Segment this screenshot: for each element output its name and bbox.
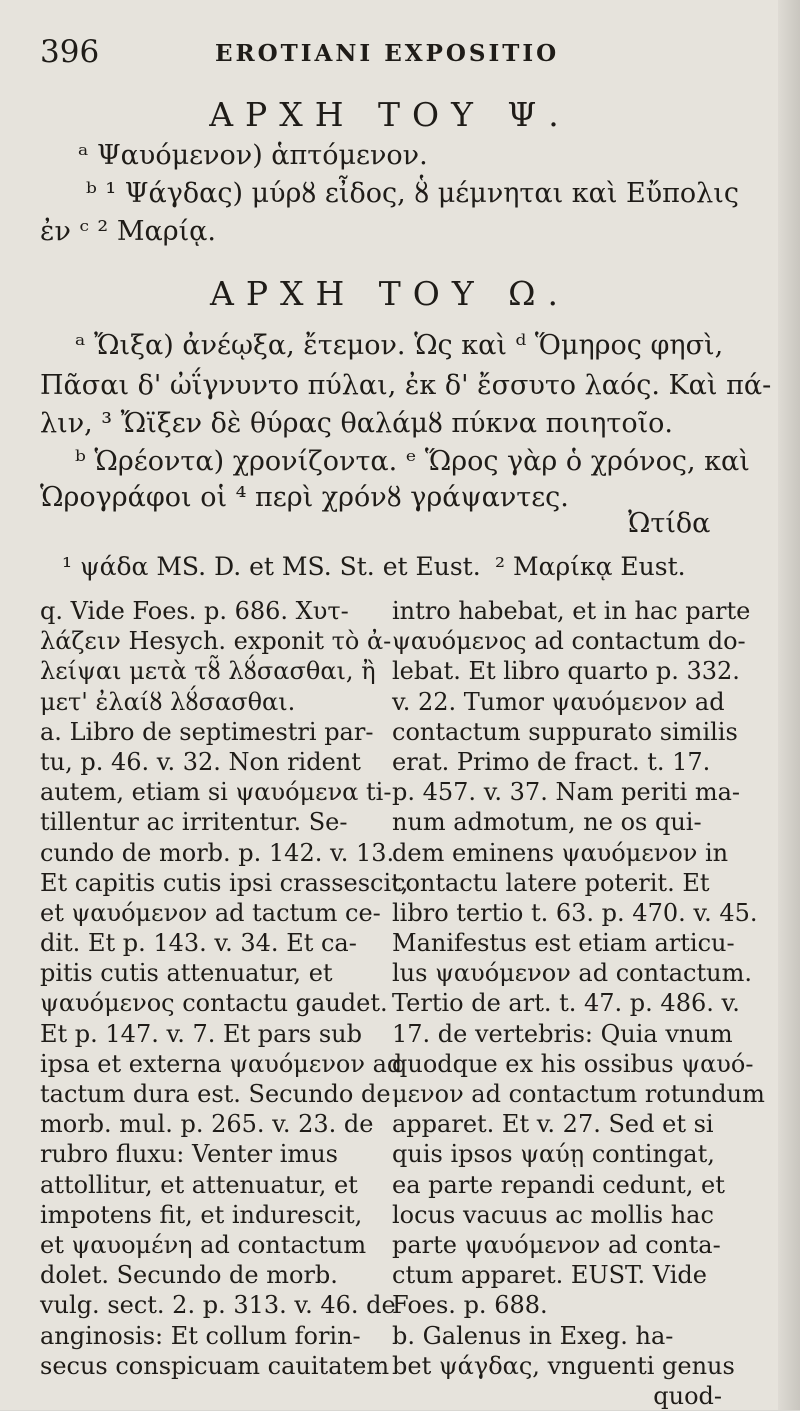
commentary-line: parte ψαυόμενον ad conta- bbox=[392, 1230, 721, 1259]
commentary-line: num admotum, ne os qui- bbox=[392, 808, 702, 837]
commentary-line: impotens fit, et indurescit, bbox=[40, 1200, 363, 1229]
footnote-1: ¹ ψάδα MS. D. et MS. St. et Eust. bbox=[62, 552, 481, 581]
entry-line: ᵇ ¹ Ψάγδας) μύρȣ εἶδος, ȣ̔ μέμνηται καὶ Εὔπολις bbox=[86, 178, 739, 209]
page-header bbox=[40, 34, 740, 74]
commentary-line: et ψαυομένη ad contactum bbox=[40, 1230, 367, 1259]
commentary-line: tactum dura est. Secundo de bbox=[40, 1080, 391, 1108]
commentary-line: 17. de vertebris: Quia vnum bbox=[392, 1019, 733, 1048]
commentary-line: contactum suppurato similis bbox=[392, 717, 738, 746]
commentary-left-column bbox=[40, 596, 409, 1381]
commentary-line: locus vacuus ac mollis hac bbox=[392, 1200, 714, 1229]
commentary-line: autem, etiam si ψαυόμενα ti- bbox=[40, 778, 392, 807]
entry-line: Πᾶσαι δ' ὠΐγνυντο πύλαι, ἐκ δ' ἔσσυτο λαός. Καὶ πά- bbox=[40, 370, 772, 401]
commentary-line: intro habebat, et in hac parte bbox=[392, 597, 751, 625]
commentary-line: cundo de morb. p. 142. v. 13. bbox=[40, 838, 395, 867]
commentary-line: contactu latere poterit. Et bbox=[392, 868, 710, 897]
entry-line: ᵇ Ὡρέοντα) χρονίζοντα. ᵉ Ὥρος γὰρ ὁ χρόνος, καὶ bbox=[75, 446, 750, 477]
commentary-line: quis ipsos ψαύῃ contingat, bbox=[392, 1140, 715, 1169]
commentary-line: dit. Et p. 143. v. 34. Et ca- bbox=[40, 929, 357, 958]
commentary-line: λάζειν Hesych. exponit τὸ ἀ- bbox=[40, 627, 392, 656]
commentary-line: attollitur, et attenuatur, et bbox=[40, 1170, 358, 1199]
commentary-line: ea parte repandi cedunt, et bbox=[392, 1170, 725, 1199]
commentary-line: q. Vide Foes. p. 686. Χυτ- bbox=[40, 597, 349, 625]
commentary-line: tillentur ac irritentur. Se- bbox=[40, 808, 348, 837]
commentary-line: Manifestus est etiam articu- bbox=[392, 929, 735, 958]
commentary-line: apparet. Et v. 27. Sed et si bbox=[392, 1110, 714, 1139]
commentary-line: a. Libro de septimestri par- bbox=[40, 717, 374, 746]
commentary-line: vulg. sect. 2. p. 313. v. 46. de bbox=[40, 1291, 396, 1320]
page-edge bbox=[778, 0, 800, 1410]
commentary-line: anginosis: Et collum forin- bbox=[40, 1321, 361, 1350]
commentary-line: lus ψαυόμενον ad contactum. bbox=[392, 959, 752, 988]
section-title-psi: ΑΡΧΗ ΤΟΥ Ψ. bbox=[209, 95, 571, 134]
commentary-line: ψαυόμενος contactu gaudet. bbox=[40, 989, 388, 1018]
commentary-right-column bbox=[392, 596, 765, 1411]
entry-line: ᵃ Ψαυόμενον) ἁπτόμενον. bbox=[78, 140, 428, 171]
footnote-2: ² Μαρίκᾳ Eust. bbox=[495, 552, 686, 581]
commentary-line: μετ' ἐλαίȣ λȣ́σασθαι. bbox=[40, 687, 296, 716]
commentary-line: pitis cutis attenuatur, et bbox=[40, 959, 333, 988]
commentary-line: dolet. Secundo de morb. bbox=[40, 1261, 338, 1290]
commentary-line: ctum apparet. EUST. Vide bbox=[392, 1261, 707, 1290]
catchword: quod- bbox=[653, 1381, 722, 1410]
commentary-line: dem eminens ψαυόμενον in bbox=[392, 838, 729, 867]
section-title-omega: ΑΡΧΗ ΤΟΥ Ω. bbox=[210, 274, 570, 313]
commentary-line: Foes. p. 688. bbox=[392, 1291, 548, 1320]
entry-line: ἐν ᶜ ² Μαρίᾳ. bbox=[40, 216, 216, 247]
entry-line: ᵃ Ὤιξα) ἀνέῳξα, ἔτεμον. Ὡς καὶ ᵈ Ὅμηρος φησὶ, bbox=[75, 330, 724, 361]
commentary-line: v. 22. Tumor ψαυόμενον ad bbox=[392, 687, 725, 716]
catchword: Ὠτίδα bbox=[628, 508, 711, 539]
commentary-line: quodque ex his ossibus ψαυό- bbox=[392, 1049, 754, 1078]
commentary-line: morb. mul. p. 265. v. 23. de bbox=[40, 1110, 374, 1139]
entry-line: λιν, ³ Ὤϊξεν δὲ θύρας θαλάμȣ πύκνα ποιητοῖο. bbox=[40, 408, 673, 439]
commentary-line: ψαυόμενος ad contactum do- bbox=[392, 627, 746, 656]
page-number: 396 bbox=[40, 34, 100, 70]
commentary-line: secus conspicuam cauitatem bbox=[40, 1351, 390, 1380]
commentary-line: p. 457. v. 37. Nam periti ma- bbox=[392, 778, 740, 807]
commentary-line: rubro fluxu: Venter imus bbox=[40, 1140, 338, 1169]
commentary-line: Et capitis cutis ipsi crassescit, bbox=[40, 868, 409, 897]
commentary-line: ipsa et externa ψαυόμενον ad bbox=[40, 1049, 403, 1078]
commentary-line: erat. Primo de fract. t. 17. bbox=[392, 747, 711, 776]
commentary-line: Tertio de art. t. 47. p. 486. v. bbox=[392, 989, 740, 1018]
running-head: EROTIANI EXPOSITIO bbox=[215, 40, 560, 67]
commentary-line: bet ψάγδας, vnguenti genus bbox=[392, 1351, 735, 1380]
commentary-line: b. Galenus in Exeg. ha- bbox=[392, 1321, 674, 1350]
commentary-line: μενον ad contactum rotundum bbox=[392, 1080, 765, 1108]
commentary-line: lebat. Et libro quarto p. 332. bbox=[392, 657, 740, 686]
entry-line: Ὡρογράφοι οἱ ⁴ περὶ χρόνȣ γράψαντες. bbox=[40, 482, 569, 513]
commentary-line: tu, p. 46. v. 32. Non rident bbox=[40, 747, 361, 776]
commentary-line: λείψαι μετὰ τȣ̃ λȣ́σασθαι, ἢ bbox=[40, 657, 376, 686]
commentary-line: libro tertio t. 63. p. 470. v. 45. bbox=[392, 898, 758, 927]
commentary-line: et ψαυόμενον ad tactum ce- bbox=[40, 898, 381, 927]
commentary-line: Et p. 147. v. 7. Et pars sub bbox=[40, 1019, 362, 1048]
